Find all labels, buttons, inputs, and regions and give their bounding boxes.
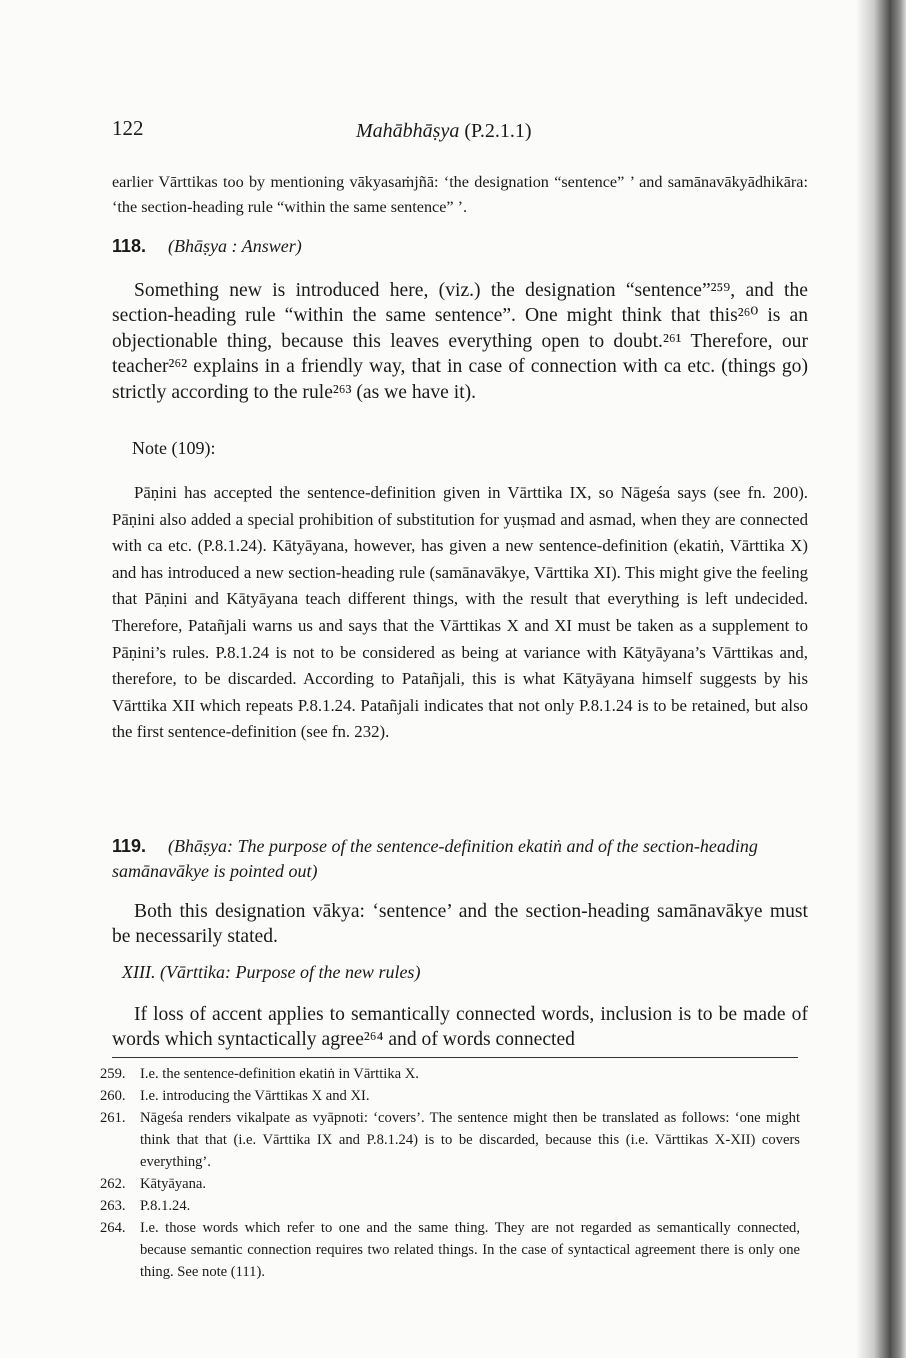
running-head — [356, 120, 532, 143]
footnote-263: 263. P.8.1.24. — [100, 1198, 191, 1214]
footnotes — [100, 1063, 800, 1283]
varttika-13-body: If loss of accent applies to semantically connected words, inclusion is to be made of words which syntactically agree²⁶⁴ and of words connected — [112, 1004, 808, 1051]
section-119-heading — [112, 834, 808, 884]
footnote-262: 262. Kātyāyana. — [100, 1176, 207, 1192]
intro-paragraph: earlier Vārttikas too by mentioning vākyasaṁjñā: ‘the designation “sentence” ’ and samānavākyādhikāra: ‘the section-heading rule “within the same sentence” ’. — [112, 173, 808, 216]
note-109-body: Pāṇini has accepted the sentence-definition given in Vārttika IX, so Nāgeśa says (see fn. 200). Pāṇini also added a special prohibition of substitution for yuṣmad and asmad, when they are connected with ca etc. (P.8.1.24). Kātyāyana, however, has given a new sentence-definition (ekatiṅ, Vārttika X) and has introduced a new section-heading rule (samānavākye, Vārttika XI). This might give the feeling that Pāṇini and Kātyāyana teach different things, with the result that everything is left undecided. Therefore, Patañjali warns us and says that the Vārttikas X and XI must be taken as a supplement to Pāṇini’s rules. P.8.1.24 is not to be considered as being at variance with Kātyāyana’s Vārttikas and, therefore, to be discarded. According to Patañjali, this is what Kātyāyana himself suggests by his Vārttika XII which repeats P.8.1.24. Patañjali indicates that not only P.8.1.24 is to be retained, but also the first sentence-definition (see fn. 232). — [112, 483, 808, 742]
section-118-body: Something new is introduced here, (viz.) the designation “sentence”²⁵⁹, and the section-heading rule “within the same sentence”. One might think that this²⁶⁰ is an objectionable thing, because this leaves everything open to doubt.²⁶¹ Therefore, our teacher²⁶² explains in a friendly way, that in case of connection with ca etc. (things go) strictly according to the rule²⁶³ (as we have it). — [112, 280, 808, 403]
varttika-13-heading: XIII. (Vārttika: Purpose of the new rules) — [122, 962, 421, 982]
section-118-heading — [112, 236, 808, 257]
page-number: 122 — [112, 116, 144, 140]
section-119-body: Both this designation vākya: ‘sentence’ and the section-heading samānavākye must be necessarily stated. — [112, 901, 808, 948]
section-119-title: (Bhāṣya: The purpose of the sentence-definition ekatiṅ and of the section-heading samānavākye is pointed out) — [112, 836, 758, 881]
footnote-261: 261. Nāgeśa renders vikalpate as vyāpnoti: ‘covers’. The sentence might then be translated as follows: ‘one might think that that (i.e. Vārttika IX and P.8.1.24) is to be discarded, because this (i.e. Vārttikas X-XII) covers everything’. — [100, 1110, 800, 1170]
note-109-label: Note (109): — [132, 438, 216, 458]
footnote-259: 259. I.e. the sentence-definition ekatiṅ in Vārttika X. — [100, 1066, 419, 1082]
section-118-number: 118. — [112, 236, 147, 256]
running-head-ref: (P.2.1.1) — [464, 120, 532, 142]
footnote-260: 260. I.e. introducing the Vārttikas X and XI. — [100, 1088, 370, 1104]
section-118-title: (Bhāṣya : Answer) — [168, 236, 302, 256]
footnote-264: 264. I.e. those words which refer to one and the same thing. They are not regarded as semantically connected, because semantic connection requires two related things. In the case of syntactical agreement there is only one thing. See note (111). — [100, 1220, 800, 1280]
running-head-title: Mahābhāṣya — [356, 120, 460, 142]
footnote-rule — [112, 1057, 798, 1058]
book-binding-shadow — [856, 0, 906, 1358]
section-119-number: 119. — [112, 836, 147, 856]
